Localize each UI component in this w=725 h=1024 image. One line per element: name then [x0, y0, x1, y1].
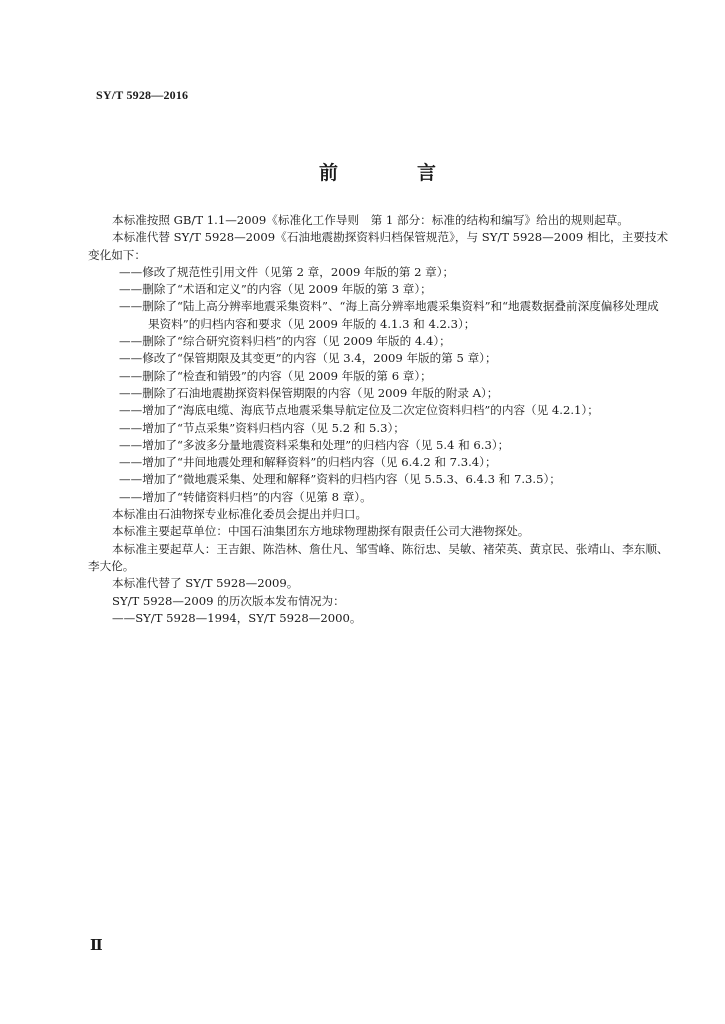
change-item: ——删除了石油地震勘探资料保管期限的内容（见 2009 年版的附录 A）； — [119, 385, 499, 400]
change-item: ——删除了“陆上高分辨率地震采集资料”、“海上高分辨率地震采集资料”和“地震数据叠前深度偏移处理成果资料”的归档内容和要求（见 2009 年版的 4.1.3 和 4.2.3）； — [119, 299, 659, 331]
paragraph-proposer: 本标准由石油物探专业标准化委员会提出并归口。 — [112, 507, 368, 522]
change-item: ——删除了“综合研究资料归档”的内容（见 2009 年版的 4.4）； — [119, 334, 451, 349]
change-item: ——增加了“节点采集”资料归档内容（见 5.2 和 5.3）； — [119, 420, 405, 435]
document-body — [88, 212, 670, 627]
page-number: Ⅱ — [90, 938, 103, 954]
change-item: ——删除了“术语和定义”的内容（见 2009 年版的第 3 章）； — [119, 282, 432, 297]
change-item: ——增加了“多波多分量地震资料采集和处理”的归档内容（见 5.4 和 6.3）； — [119, 437, 510, 452]
change-item: ——修改了规范性引用文件（见第 2 章，2009 年版的第 2 章）； — [119, 264, 455, 279]
change-item: ——增加了“微地震采集、处理和解释”资料的归档内容（见 5.5.3、6.4.3 和 7.3.5）； — [119, 472, 561, 487]
paragraph-drafting-rules: 本标准按照 GB/T 1.1—2009《标准化工作导则 第 1 部分：标准的结构和编写》给出的规则起草。 — [112, 213, 629, 227]
change-list — [88, 264, 670, 506]
paragraph-drafting-unit: 本标准主要起草单位：中国石油集团东方地球物理勘探有限责任公司大港物探处。 — [112, 524, 530, 539]
paragraph-history-intro: SY/T 5928—2009 的历次版本发布情况为： — [112, 593, 345, 608]
paragraph-replacement: 本标准代替 SY/T 5928—2009《石油地震勘探资料归档保管规范》，与 SY/T 5928—2009 相比，主要技术变化如下： — [88, 230, 669, 262]
change-item: ——修改了“保管期限及其变更”的内容（见 3.4，2009 年版的第 5 章）； — [119, 351, 497, 366]
paragraph-supersedes: 本标准代替了 SY/T 5928—2009。 — [112, 576, 299, 591]
change-item: ——增加了“井间地震处理和解释资料”的归档内容（见 6.4.2 和 7.3.4）； — [119, 455, 497, 470]
change-item: ——增加了“海底电缆、海底节点地震采集导航定位及二次定位资料归档”的内容（见 4.2.1）； — [119, 403, 599, 418]
paragraph-drafters: 本标准主要起草人：王吉銀、陈浩林、詹仕凡、邹雪峰、陈衍忠、吴敏、褚荣英、黄京民、张靖山、李东顺、李大伦。 — [88, 541, 669, 573]
paragraph-history-versions: ——SY/T 5928—1994，SY/T 5928—2000。 — [112, 610, 362, 625]
change-item: ——删除了“检查和销毁”的内容（见 2009 年版的第 6 章）； — [119, 368, 432, 383]
change-item: ——增加了“转储资料归档”的内容（见第 8 章）。 — [119, 489, 372, 504]
page-title: 前 言 — [318, 162, 466, 184]
standard-code: SY/T 5928—2016 — [96, 88, 189, 102]
